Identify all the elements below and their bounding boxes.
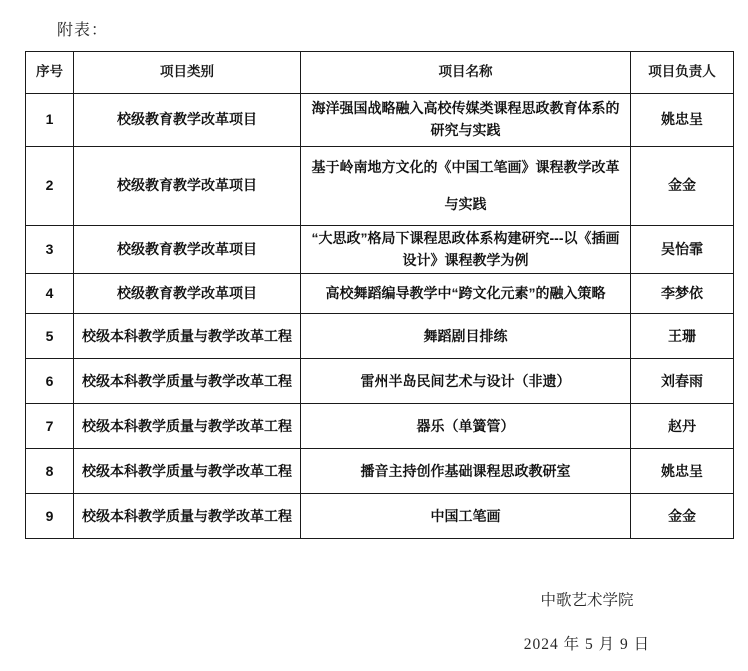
cell-leader: 刘春雨 [631, 359, 734, 404]
cell-leader: 金金 [631, 147, 734, 226]
cell-project-name: 雷州半岛民间艺术与设计（非遗） [301, 359, 631, 404]
cell-category: 校级本科教学质量与教学改革工程 [74, 494, 301, 539]
cell-leader: 姚忠呈 [631, 449, 734, 494]
cell-project-name: “大思政”格局下课程思政体系构建研究---以《插画设计》课程教学为例 [301, 226, 631, 274]
cell-project-name: 中国工笔画 [301, 494, 631, 539]
cell-project-name: 播音主持创作基础课程思政教研室 [301, 449, 631, 494]
header-name: 项目名称 [301, 52, 631, 94]
cell-category: 校级教育教学改革项目 [74, 147, 301, 226]
table-row [26, 274, 734, 314]
signature-date: 2024 年 5 月 9 日 [523, 636, 651, 653]
cell-leader: 金金 [631, 494, 734, 539]
cell-category: 校级本科教学质量与教学改革工程 [74, 449, 301, 494]
page-title: 附表： [57, 22, 109, 39]
cell-category: 校级教育教学改革项目 [74, 274, 301, 314]
table-header-row [26, 52, 734, 94]
cell-category: 校级本科教学质量与教学改革工程 [74, 314, 301, 359]
cell-project-name: 器乐（单簧管） [301, 404, 631, 449]
cell-no: 4 [26, 274, 74, 314]
signature-organization: 中歌艺术学院 [540, 592, 634, 609]
cell-project-name: 海洋强国战略融入高校传媒类课程思政教育体系的研究与实践 [301, 94, 631, 147]
cell-no: 6 [26, 359, 74, 404]
signature-block [447, 591, 727, 655]
cell-no: 3 [26, 226, 74, 274]
cell-project-name: 基于岭南地方文化的《中国工笔画》课程教学改革与实践 [301, 147, 631, 226]
cell-no: 2 [26, 147, 74, 226]
cell-category: 校级本科教学质量与教学改革工程 [74, 404, 301, 449]
cell-leader: 王珊 [631, 314, 734, 359]
projects-table [25, 51, 734, 539]
cell-no: 8 [26, 449, 74, 494]
table-row [26, 404, 734, 449]
header-no: 序号 [26, 52, 74, 94]
header-leader: 项目负责人 [631, 52, 734, 94]
cell-no: 7 [26, 404, 74, 449]
cell-leader: 赵丹 [631, 404, 734, 449]
table-row [26, 147, 734, 226]
cell-category: 校级本科教学质量与教学改革工程 [74, 359, 301, 404]
table-row [26, 359, 734, 404]
cell-no: 9 [26, 494, 74, 539]
cell-no: 5 [26, 314, 74, 359]
table-row [26, 226, 734, 274]
table-row [26, 314, 734, 359]
cell-leader: 李梦依 [631, 274, 734, 314]
cell-category: 校级教育教学改革项目 [74, 226, 301, 274]
cell-no: 1 [26, 94, 74, 147]
table-row [26, 449, 734, 494]
header-category: 项目类别 [74, 52, 301, 94]
cell-project-name: 舞蹈剧目排练 [301, 314, 631, 359]
table-row [26, 494, 734, 539]
cell-leader: 吴怡霏 [631, 226, 734, 274]
cell-category: 校级教育教学改革项目 [74, 94, 301, 147]
cell-leader: 姚忠呈 [631, 94, 734, 147]
table-row [26, 94, 734, 147]
cell-project-name: 高校舞蹈编导教学中“跨文化元素”的融入策略 [301, 274, 631, 314]
